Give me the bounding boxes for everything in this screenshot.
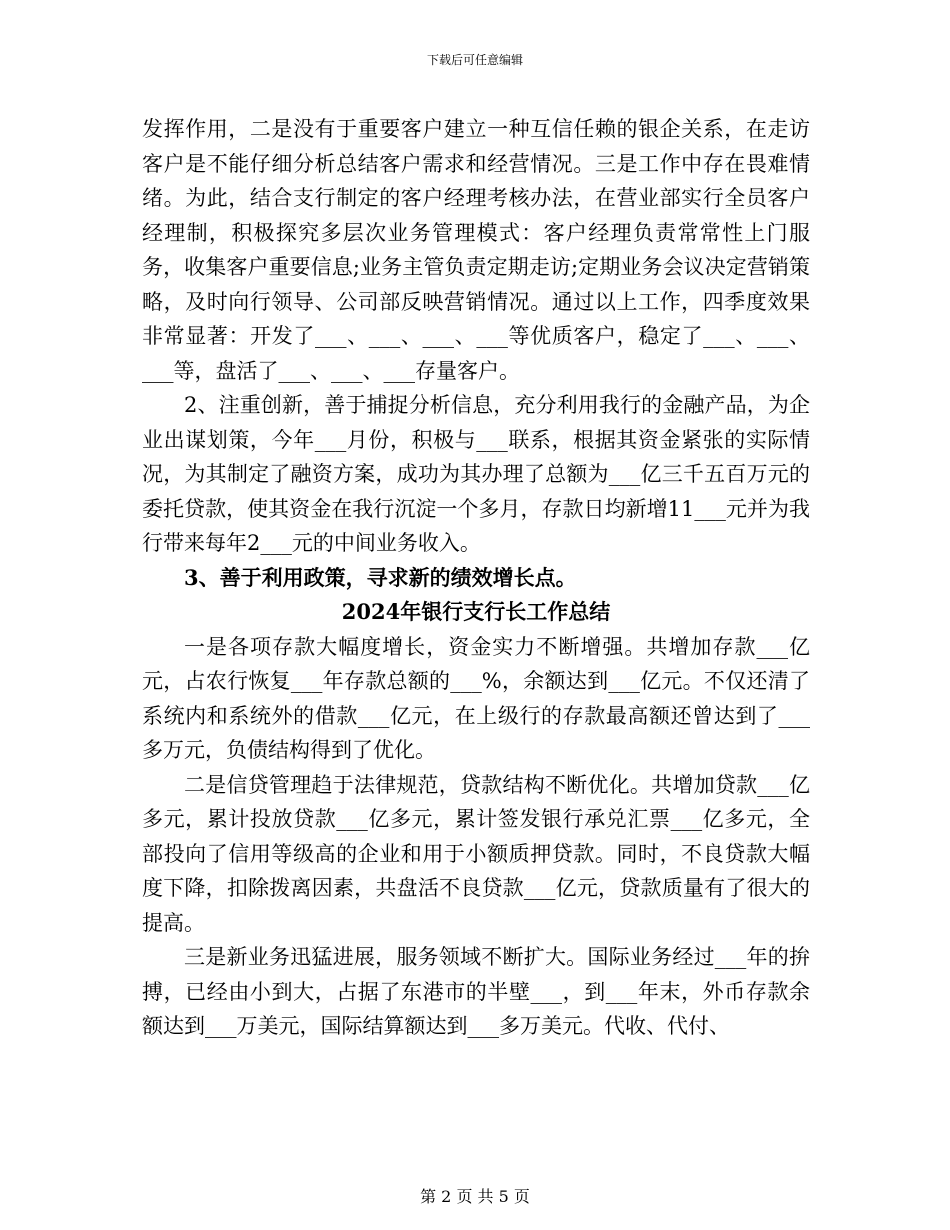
paragraph-new-business: 三是新业务迅猛进展，服务领域不断扩大。国际业务经过___年的拚搏，已经由小到大，占据了东港市的半壁___，到___年末，外币存款余额达到___万美元，国际结算额达到___多万美元。代收、代付、 (142, 945, 810, 1038)
page-header-note: 下载后可任意编辑 (426, 53, 523, 67)
paragraph-continuation: 发挥作用，二是没有于重要客户建立一种互信任赖的银企关系，在走访客户是不能仔细分析总结客户需求和经营情况。三是工作中存在畏难情绪。为此，结合支行制定的客户经理考核办法，在营业部实行全员客户经理制，积极探究多层次业务管理模式：客户经理负责常常性上门服务，收集客户重要信息;业务主管负责定期走访;定期业务会议决定营销策略，及时向行领导、公司部反映营销情况。通过以上工作，四季度效果非常显著：开发了___、___、___、___等优质客户，稳定了___、___、___等，盘活了___、___、___存量客户。 (142, 117, 810, 383)
subheading-policy: 3、善于利用政策，寻求新的绩效增长点。 (184, 564, 577, 590)
paragraph-credit: 二是信贷管理趋于法律规范，贷款结构不断优化。共增加贷款___亿多元，累计投放贷款___亿多元，累计签发银行承兑汇票___亿多元，全部投向了信用等级高的企业和用于小额质押贷款。同时，不良贷款大幅度下降，扣除拨离因素，共盘活不良贷款___亿元，贷款质量有了很大的提高。 (142, 772, 810, 935)
paragraph-deposits: 一是各项存款大幅度增长，资金实力不断增强。共增加存款___亿元，占农行恢复___年存款总额的___%，余额达到___亿元。不仅还清了系统内和系统外的借款___亿元，在上级行的存款最高额还曾达到了___多万元，负债结构得到了优化。 (142, 634, 810, 762)
document-body (142, 112, 810, 1044)
section-title: 2024年银行支行长工作总结 (341, 599, 611, 624)
page-number: 第 2 页 共 5 页 (420, 1187, 530, 1206)
paragraph-innovation: 2、注重创新，善于捕捉分析信息，充分利用我行的金融产品，为企业出谋划策，今年___月份，积极与___联系，根据其资金紧张的实际情况，为其制定了融资方案，成功为其办理了总额为___亿三千五百万元的委托贷款，使其资金在我行沉淀一个多月，存款日均新增11___元并为我行带来每年2___元的中间业务收入。 (142, 393, 810, 555)
